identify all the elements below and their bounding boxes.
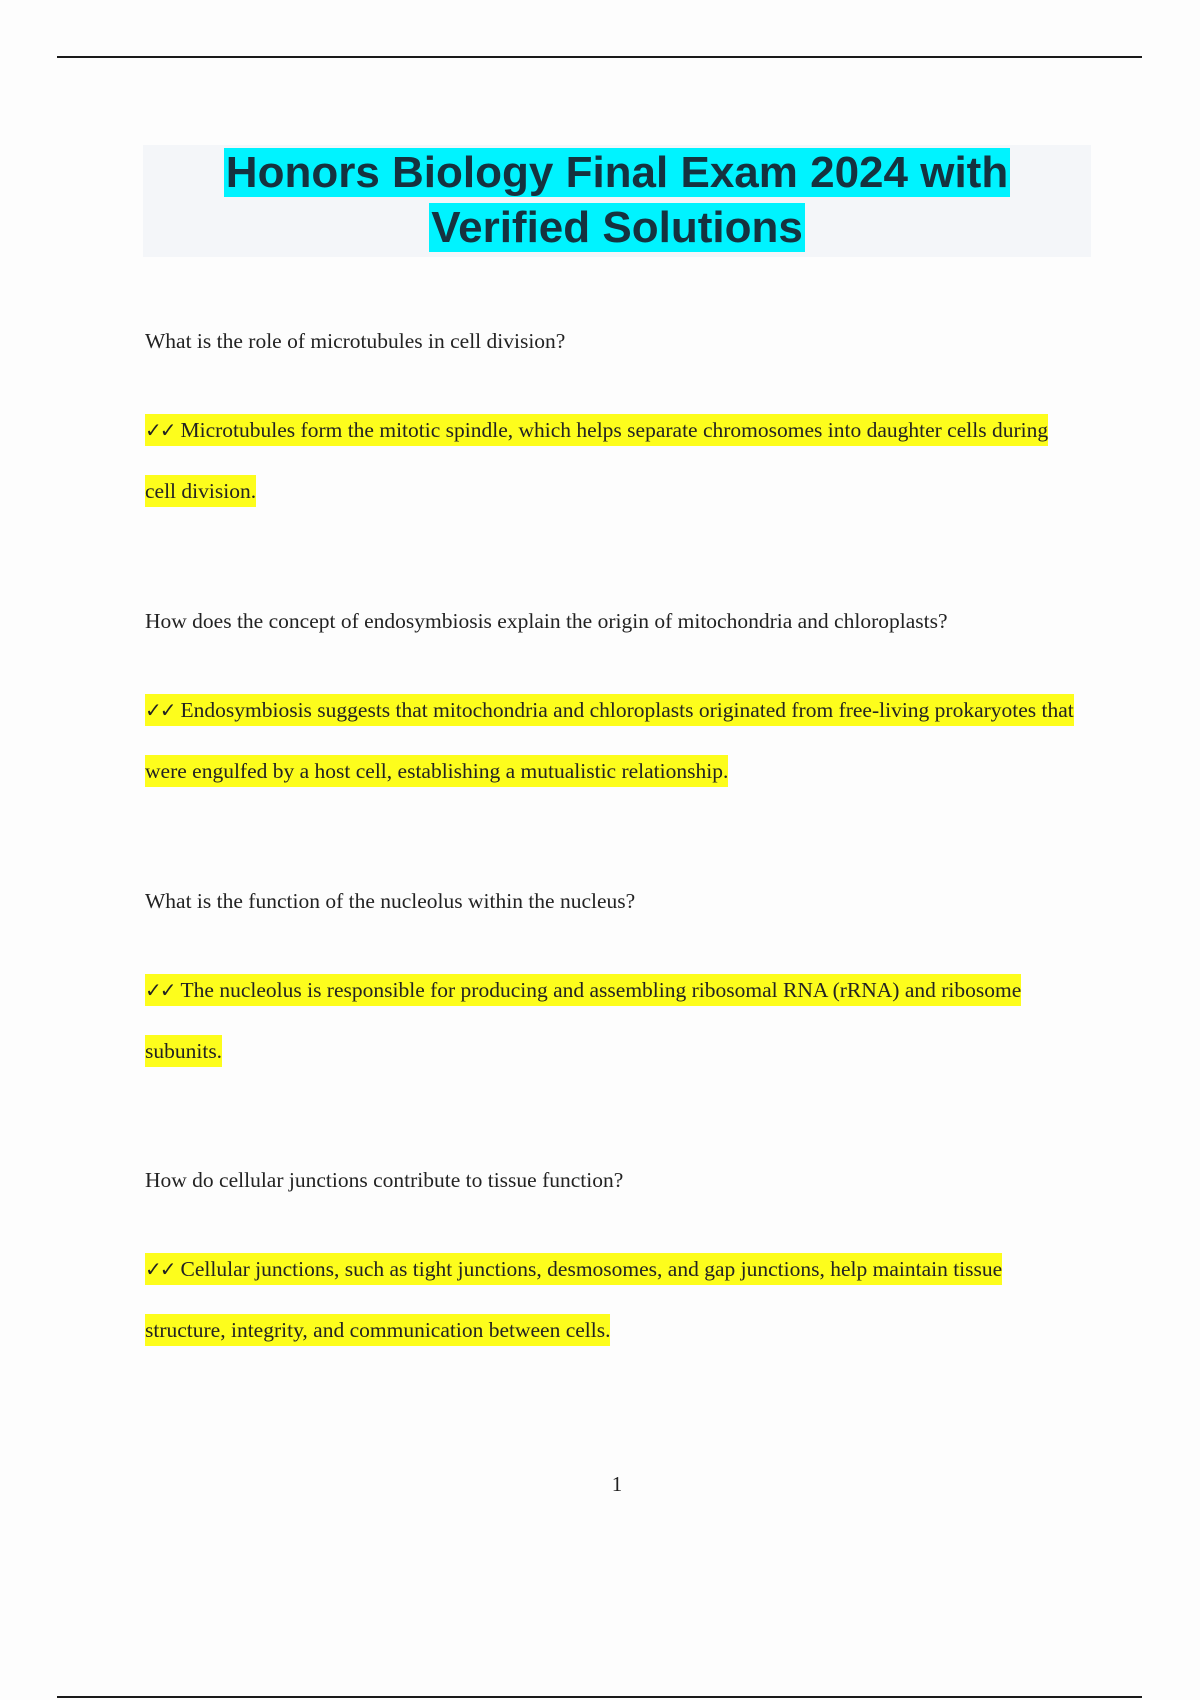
- qa-item-3: [145, 887, 1075, 1082]
- answer-1: [145, 400, 1075, 522]
- answer-3-text: The nucleolus is responsible for producing and assembling ribosomal RNA (rRNA) and ribosome subunits.: [145, 978, 1022, 1063]
- bottom-rule: [57, 1696, 1142, 1698]
- answer-2-text: Endosymbiosis suggests that mitochondria and chloroplasts originated from free-living prokaryotes that were engulfed by a host cell, establishing a mutualistic relationship.: [145, 698, 1074, 783]
- top-rule: [57, 56, 1142, 58]
- title-banner: [143, 145, 1091, 257]
- qa-item-2: [145, 607, 1075, 802]
- answer-4-text: Cellular junctions, such as tight junctions, desmosomes, and gap junctions, help maintain tissue structure, integrity, and communication between cells.: [145, 1257, 1003, 1342]
- page-number: 1: [611, 1472, 623, 1496]
- qa-item-1: [145, 327, 1075, 522]
- answer-1-text: Microtubules form the mitotic spindle, which helps separate chromosomes into daughter cells during cell division.: [145, 418, 1049, 503]
- answer-4: [145, 1239, 1075, 1361]
- check-mark-icon: ✓✓: [145, 418, 175, 442]
- check-mark-icon: ✓✓: [145, 1257, 175, 1281]
- answer-3: [145, 960, 1075, 1082]
- document-title: Honors Biology Final Exam 2024 with Verified Solutions: [225, 148, 1009, 252]
- answer-2: [145, 680, 1075, 802]
- qa-item-4: [145, 1166, 1075, 1361]
- question-4: How do cellular junctions contribute to tissue function?: [145, 1168, 624, 1192]
- question-3: What is the function of the nucleolus within the nucleus?: [145, 889, 636, 913]
- question-1: What is the role of microtubules in cell division?: [145, 329, 566, 353]
- question-2: How does the concept of endosymbiosis explain the origin of mitochondria and chloroplasts?: [145, 609, 948, 633]
- check-mark-icon: ✓✓: [145, 978, 175, 1002]
- check-mark-icon: ✓✓: [145, 698, 175, 722]
